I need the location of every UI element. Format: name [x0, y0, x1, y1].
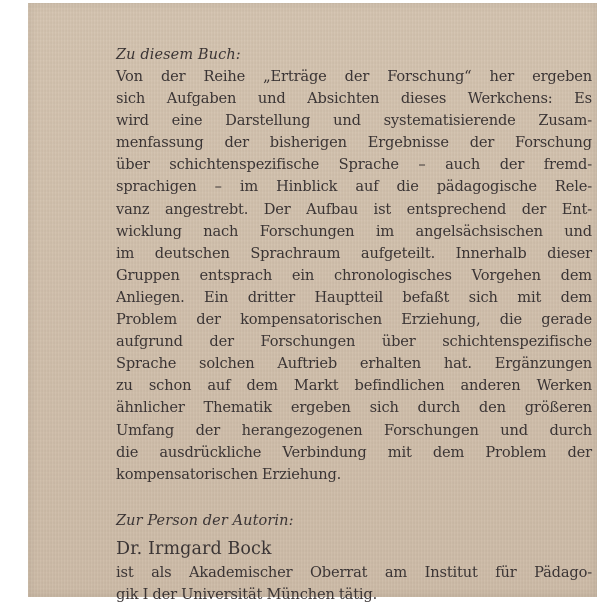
about-book-line: sich Aufgaben und Absichten dieses Werkchens: Es	[116, 90, 592, 108]
about-book-line: Umfang der herangezogenen Forschungen und durch	[116, 421, 592, 439]
author-bio-line: ist als Akademischer Oberrat am Institut für Pädago-	[116, 563, 592, 581]
about-book-line: Von der Reihe „Erträge der Forschung“ her ergeben	[116, 68, 592, 85]
about-book-line: Anliegen. Ein dritter Hauptteil befaßt sich mit dem	[116, 288, 592, 306]
about-book-line: Problem der kompensatorischen Erziehung, die gerade	[116, 311, 592, 329]
about-book-line: vanz angestrebt. Der Aufbau ist entsprechend der Ent-	[116, 200, 592, 218]
author-name: Dr. Irmgard Bock	[116, 538, 272, 559]
about-book-paragraph	[116, 66, 592, 486]
about-book-line: sprachigen – im Hinblick auf die pädagogische Rele-	[116, 178, 592, 196]
about-book-line: ähnlicher Thematik ergeben sich durch den größeren	[116, 399, 592, 417]
author-bio	[116, 562, 592, 606]
about-book-line: im deutschen Sprachraum aufgeteilt. Innerhalb dieser	[116, 244, 592, 262]
about-book-line: zu schon auf dem Markt befindlichen anderen Werken	[116, 377, 592, 395]
about-book-heading: Zu diesem Buch:	[116, 47, 241, 63]
cover-text	[116, 44, 592, 606]
about-book-line: die ausdrückliche Verbindung mit dem Problem der	[116, 443, 592, 461]
about-book-line: über schichtenspezifische Sprache – auch der fremd-	[116, 156, 592, 174]
about-book-line: Gruppen entsprach ein chronologisches Vorgehen dem	[116, 266, 592, 284]
about-book-line: wird eine Darstellung und systematisierende Zusam-	[116, 112, 592, 130]
about-book-line: menfassung der bisherigen Ergebnisse der Forschung	[116, 134, 592, 152]
about-book-line: kompensatorischen Erziehung.	[116, 465, 342, 483]
author-bio-line: gik I der Universität München tätig.	[116, 585, 378, 603]
about-book-line: wicklung nach Forschungen im angelsächsischen und	[116, 222, 592, 240]
about-book-line: Sprache solchen Auftrieb erhalten hat. Ergänzungen	[116, 355, 592, 373]
about-book-line: aufgrund der Forschungen über schichtenspezifische	[116, 333, 592, 351]
about-author-heading: Zur Person der Autorin:	[116, 512, 294, 529]
about-author-section	[116, 510, 592, 606]
